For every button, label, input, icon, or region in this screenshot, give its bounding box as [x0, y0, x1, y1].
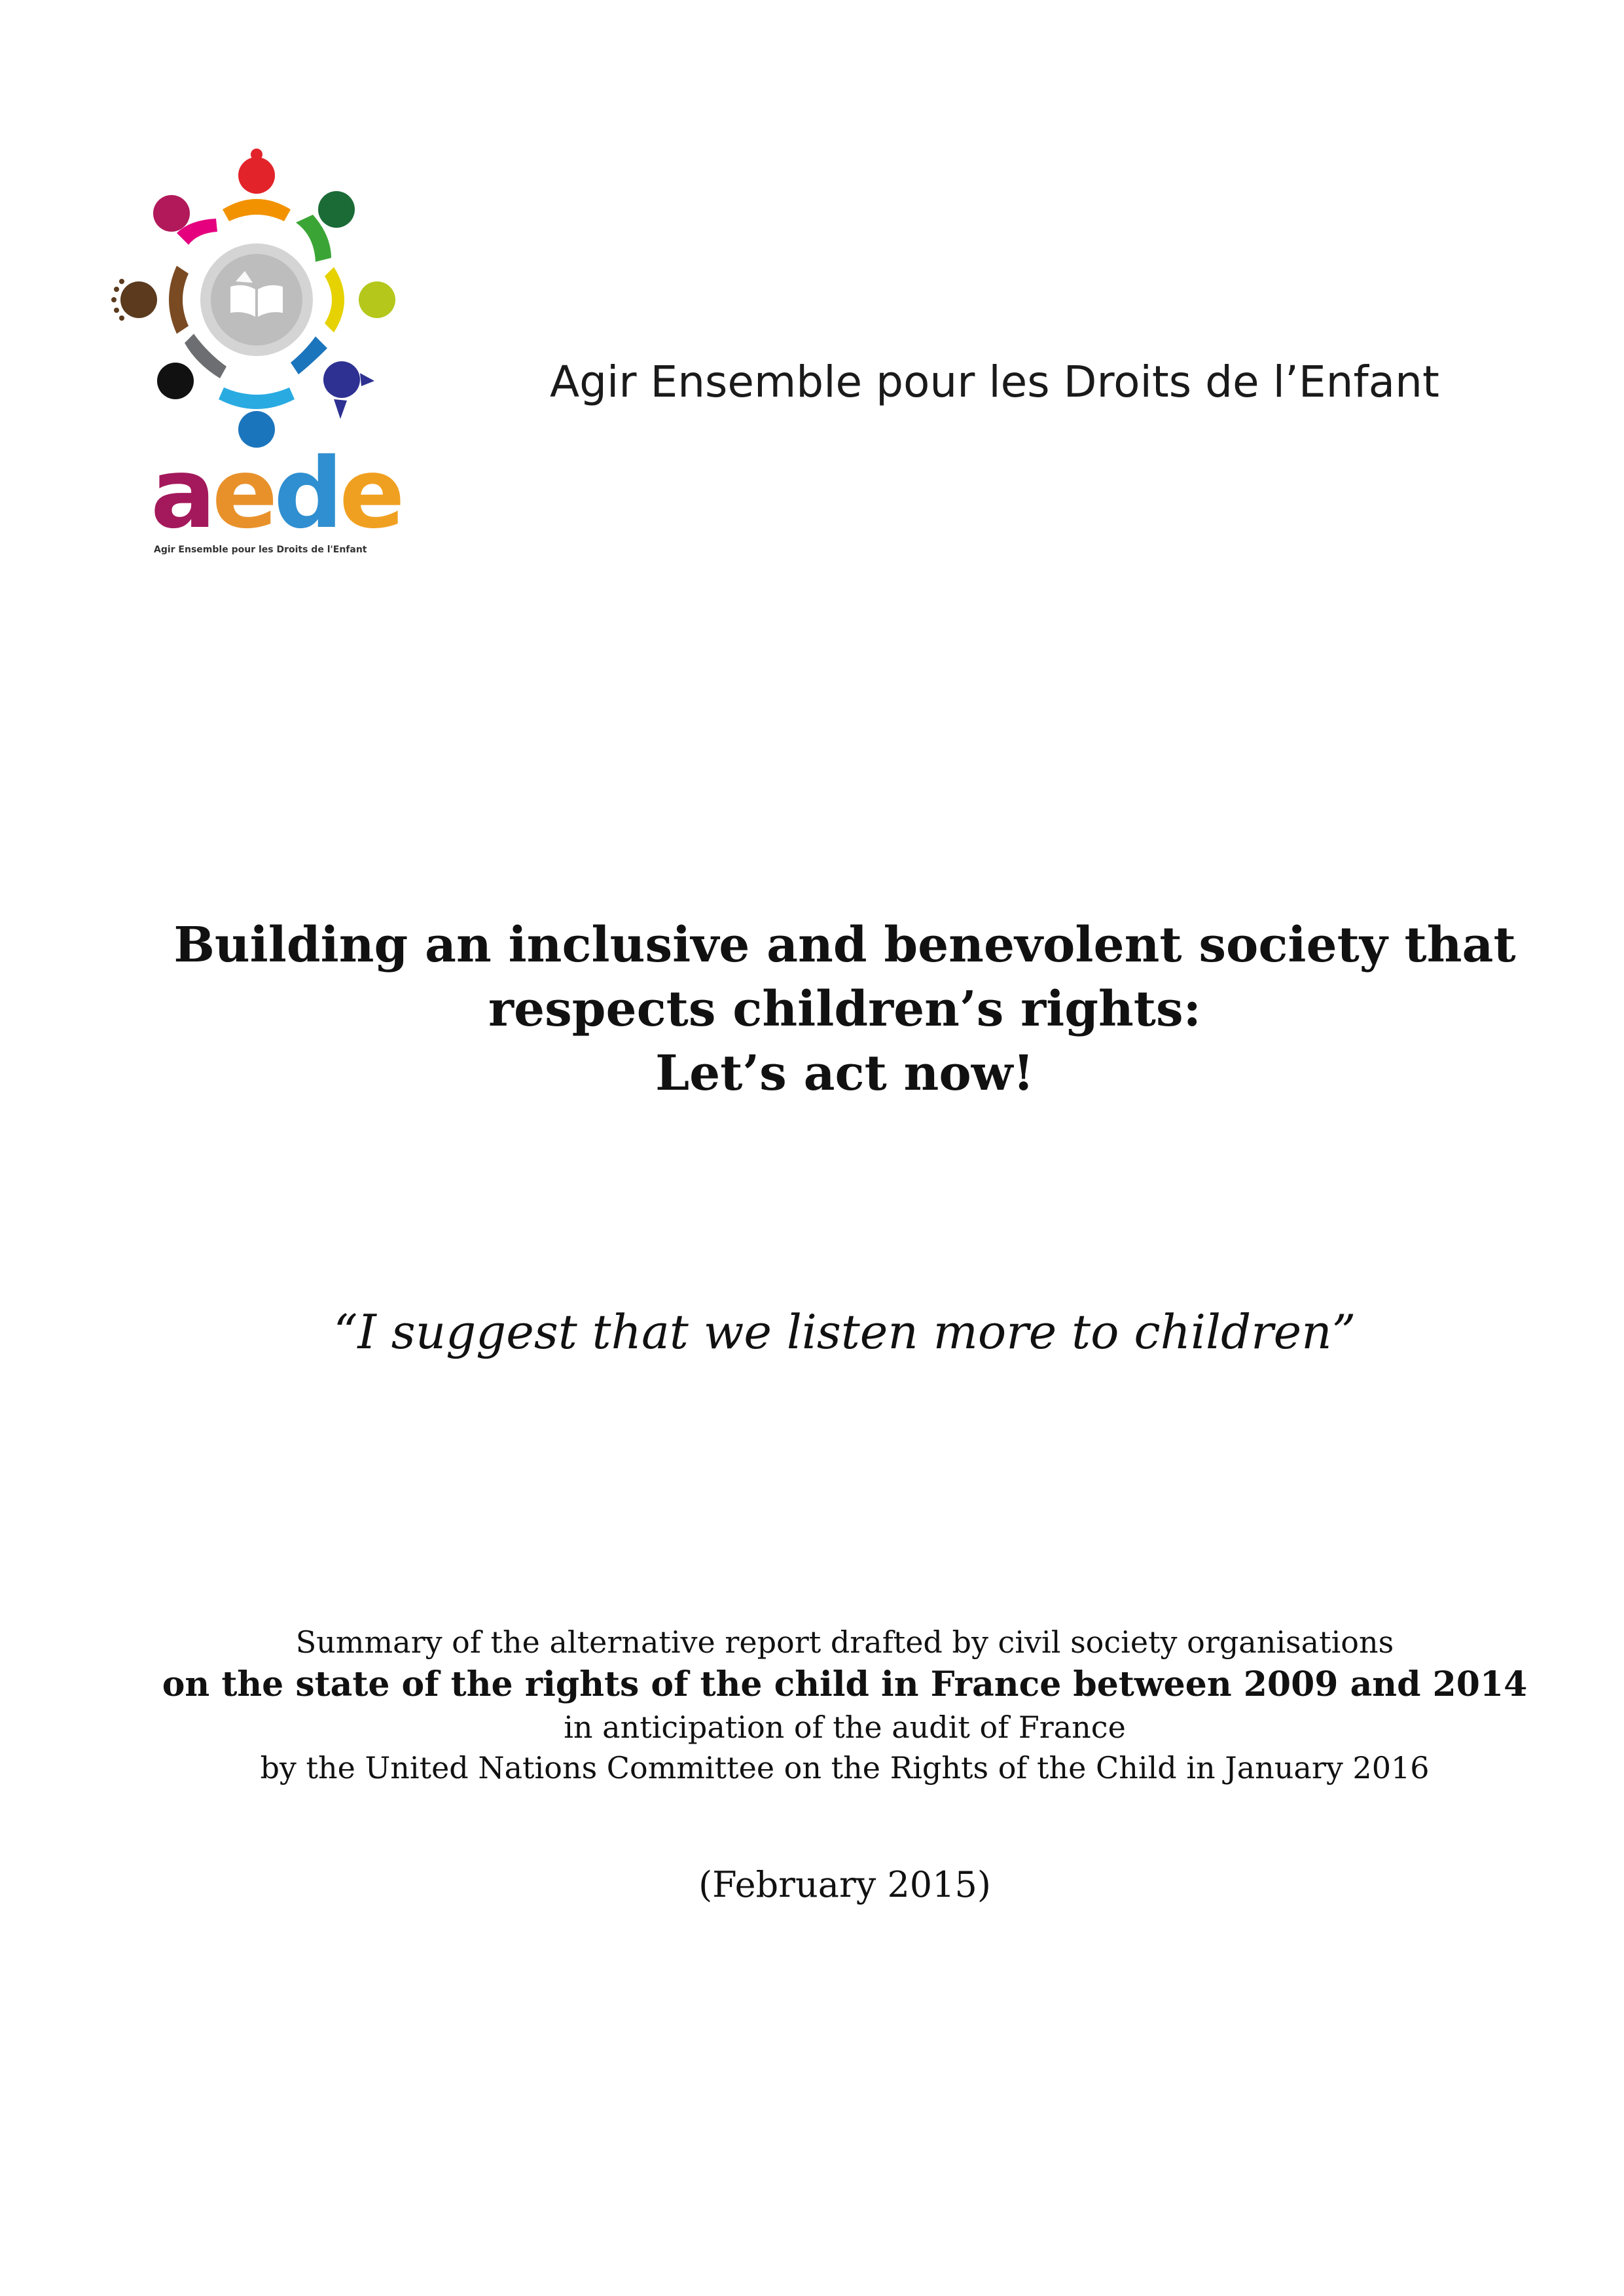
logo-letter-e: e [211, 437, 274, 550]
logo-letter-e-2: e [339, 437, 401, 550]
person-head-lime [359, 281, 395, 318]
document-title [131, 913, 1559, 1105]
person-body-cyan [219, 387, 295, 409]
publication-date: (February 2015) [698, 1864, 991, 1905]
title-line-1: Building an inclusive and benevolent society that [173, 917, 1516, 973]
person-body-blue [291, 336, 327, 374]
book-circle-inner [211, 254, 302, 346]
person-body-brown [169, 266, 189, 334]
aede-logo [105, 137, 406, 569]
organization-name: Agir Ensemble pour les Droits de l’Enfant [550, 357, 1439, 407]
title-line-2: respects children’s rights: [488, 981, 1201, 1037]
title-line-3: Let’s act now! [655, 1045, 1034, 1102]
person-foot-navy [334, 399, 347, 419]
person-body-yellow [325, 267, 344, 332]
summary-line-2: on the state of the rights of the child in France between 2009 and 2014 [162, 1664, 1528, 1704]
person-hand-navy [360, 373, 374, 386]
person-head-magenta [153, 195, 190, 232]
summary-line-4: by the United Nations Committee on the Rights of the Child in January 2016 [260, 1750, 1430, 1785]
summary-line-3: in anticipation of the audit of France [564, 1710, 1126, 1745]
person-head-black [157, 363, 194, 399]
person-head-brown [120, 281, 157, 318]
person-topknot-red [251, 149, 262, 160]
summary-line-1: Summary of the alternative report drafted by civil society organisations [295, 1624, 1394, 1660]
logo-letter-a: a [151, 437, 212, 550]
person-body-orange [223, 199, 291, 221]
logo-letter-d: d [274, 437, 340, 550]
child-quote: “I suggest that we listen more to children” [333, 1304, 1356, 1359]
person-head-green [318, 191, 355, 228]
person-head-red [238, 157, 275, 194]
person-head-navy [323, 361, 360, 398]
report-summary [98, 1622, 1591, 1788]
logo-tagline: Agir Ensemble pour les Droits de l'Enfant [154, 545, 367, 555]
circle-of-people-book-icon [105, 137, 406, 452]
